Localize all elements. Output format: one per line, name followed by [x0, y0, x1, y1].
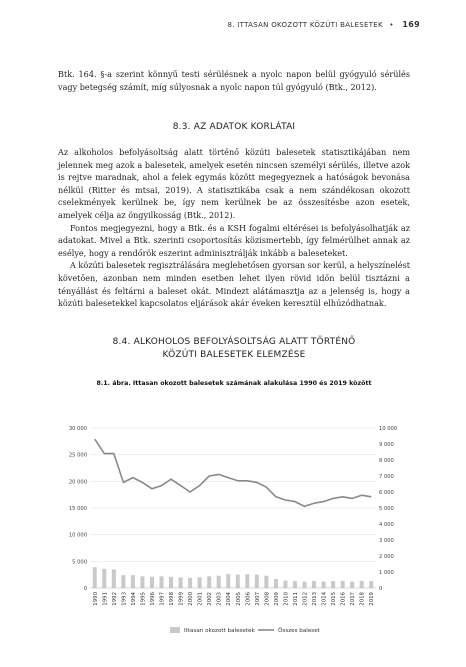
x-tick-label: 2016	[340, 592, 347, 606]
bar	[236, 575, 240, 588]
x-tick-label: 1990	[92, 592, 99, 606]
y-right-tick-label: 7 000	[379, 474, 394, 480]
running-head-separator: •	[389, 21, 394, 29]
bar	[169, 577, 173, 588]
bar	[331, 581, 335, 588]
y-right-tick-label: 8 000	[379, 458, 394, 464]
bar	[140, 576, 144, 588]
x-tick-label: 1993	[121, 592, 128, 606]
x-tick-label: 2009	[273, 592, 280, 606]
x-tick-label: 2017	[350, 592, 357, 606]
x-tick-label: 1991	[102, 592, 109, 606]
bar	[302, 582, 306, 588]
figure-title: 8.1. ábra. Ittasan okozott balesetek számának alakulása 1990 és 2019 között	[96, 380, 372, 387]
x-tick-label: 2015	[331, 592, 338, 606]
y-left-tick-label: 5 000	[72, 559, 87, 566]
x-tick-label: 1995	[140, 592, 147, 606]
x-tick-label: 2005	[235, 592, 242, 606]
y-right-tick-label: 0	[379, 586, 383, 592]
y-left-tick-label: 30 000	[68, 426, 87, 432]
intro-paragraph-block	[58, 68, 410, 93]
y-right-tick-label: 9 000	[379, 442, 394, 448]
x-tick-label: 2008	[264, 592, 271, 606]
y-left-tick-label: 20 000	[68, 479, 87, 486]
x-tick-label: 2000	[188, 592, 195, 606]
x-tick-label: 2007	[254, 592, 261, 606]
y-right-tick-label: 5 000	[379, 506, 394, 512]
bar	[159, 576, 163, 588]
bar	[131, 575, 135, 588]
bar	[369, 581, 373, 588]
bar	[226, 574, 230, 588]
y-right-tick-label: 2 000	[379, 554, 394, 560]
paragraph-3: A közúti balesetek regisztrálására meglehetősen gyorsan sor kerül, a helyszínelést követően, azonban nem minden esetben lehet ilyen rövid időn belül tisztázni a tényállást és feltárni a baleset okát. Mindezt alátámasztja az a jelenség is, hogy a közúti balesetekkel kapcsolatos eljárások akár éveken keresztül elhúzódhatnak.	[58, 260, 410, 309]
y-left-tick-label: 25 000	[68, 452, 87, 459]
bar	[274, 579, 278, 588]
y-right-tick-label: 6 000	[379, 490, 394, 496]
x-tick-label: 2002	[207, 592, 214, 606]
bar	[341, 581, 345, 588]
bar	[102, 569, 106, 588]
x-tick-label: 1997	[159, 592, 166, 606]
section-8-3-body	[58, 146, 410, 310]
bar	[217, 576, 221, 588]
bar	[283, 581, 287, 588]
chart-svg	[58, 420, 410, 642]
intro-paragraph: Btk. 164. §-a szerint könnyű testi sérülésnek a nyolc napon belül gyógyuló sérülés vagy betegség számít, míg súlyosnak a nyolc napon túl gyógyuló (Btk., 2012).	[58, 69, 410, 92]
x-tick-label: 2018	[359, 592, 366, 606]
x-tick-label: 1999	[178, 592, 185, 606]
page-number: 169	[402, 20, 420, 29]
bar	[245, 574, 249, 588]
y-right-tick-label: 3 000	[379, 538, 394, 544]
x-tick-label: 2004	[226, 592, 233, 606]
paragraph-1: Az alkoholos befolyásoltság alatt történő közúti balesetek statisztikájában nem jelennek meg azok a balesetek, amelyek esetén nincsen személyi sérülés, illetve azok is rejtve maradnak, ahol a felek egymás között megegyeznek a hatóságok bevonása nélkül (Ritter és mtsai, 2019). A statisztikába csak a nem szándékosan okozott cselekmények kerülnek be, így nem kerülnek be az összesítésbe azon esetek, amelyek célja az öngyilkosság (Btk., 2012).	[58, 147, 410, 220]
section-8-4-heading	[58, 336, 410, 362]
y-right-tick-label: 1 000	[379, 570, 394, 576]
bar	[322, 582, 326, 588]
bar	[188, 578, 192, 588]
bar	[198, 577, 202, 588]
x-tick-label: 1996	[149, 592, 156, 606]
x-tick-label: 1998	[169, 592, 176, 606]
y-right-tick-label: 4 000	[379, 522, 394, 528]
chart	[58, 420, 410, 642]
x-tick-label: 2012	[302, 592, 309, 606]
legend-swatch-bars	[170, 627, 180, 633]
x-tick-label: 2019	[369, 592, 376, 606]
running-head	[227, 20, 420, 29]
paragraph-2: Fontos megjegyezni, hogy a Btk. és a KSH fogalmi eltérései is befolyásolhatják az adatokat. Mivel a Btk. szerinti csoportosítás közismertebb, így felmérülhet annak az esélye, hogy a rendőrök eszerint adminisztrálják inkább a baleseteket.	[58, 222, 410, 258]
bar	[207, 576, 211, 588]
running-head-title: 8. ITTASAN OKOZOTT KÖZÚTI BALESETEK	[227, 21, 383, 29]
y-left-tick-label: 0	[83, 586, 87, 592]
section-8-4-heading-line1: 8.4. ALKOHOLOS BEFOLYÁSOLTSÁG ALATT TÖRTÉNŐ	[112, 337, 356, 347]
bar	[264, 576, 268, 588]
x-tick-label: 1992	[111, 592, 118, 606]
x-tick-label: 2014	[321, 592, 328, 606]
bar	[293, 581, 297, 588]
x-tick-label: 2013	[312, 592, 319, 606]
bar	[179, 577, 183, 588]
bar	[112, 569, 116, 588]
legend-label-bars: Ittasan okozott balesetek	[184, 628, 255, 634]
bar	[350, 582, 354, 588]
series-line	[95, 439, 371, 506]
bar	[312, 581, 316, 588]
bar	[93, 567, 97, 588]
section-8-4-heading-line2: KÖZÚTI BALESETEK ELEMZÉSE	[162, 350, 306, 360]
x-tick-label: 1994	[130, 592, 137, 606]
y-right-tick-label: 10 000	[379, 426, 398, 432]
bar	[121, 575, 125, 588]
section-8-3-heading: 8.3. AZ ADATOK KORLÁTAI	[172, 122, 296, 132]
y-left-tick-label: 10 000	[68, 532, 87, 539]
x-tick-label: 2001	[197, 592, 204, 606]
bar	[255, 575, 259, 588]
y-left-tick-label: 15 000	[68, 506, 87, 512]
x-tick-label: 2010	[283, 592, 290, 606]
bar	[360, 581, 364, 588]
legend-label-line: Összes baleset	[278, 628, 320, 634]
x-tick-label: 2011	[292, 592, 299, 606]
bar	[150, 577, 154, 588]
x-tick-label: 2006	[245, 592, 252, 606]
x-tick-label: 2003	[216, 592, 223, 606]
